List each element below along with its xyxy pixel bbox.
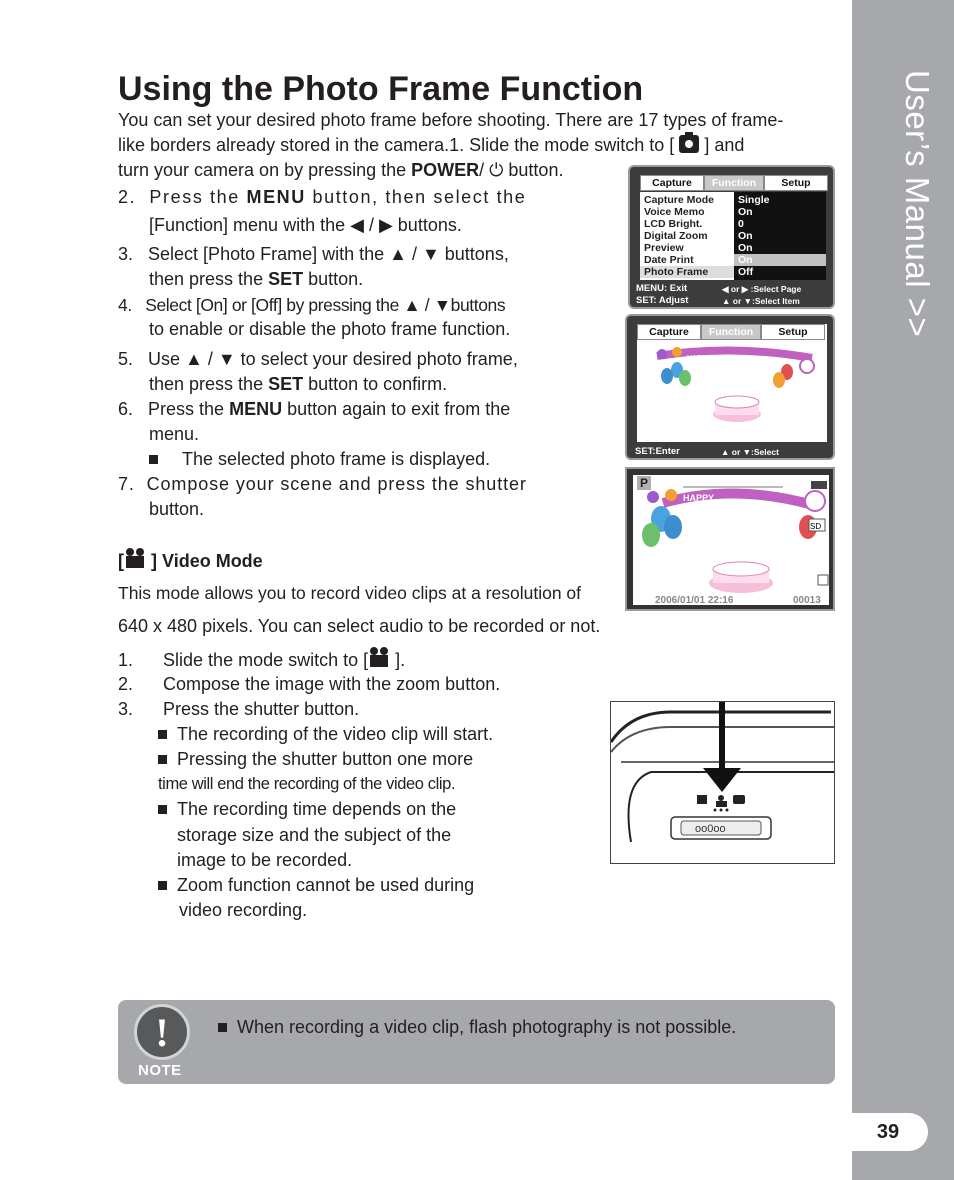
video-para-1: This mode allows you to record video clips at a resolution of xyxy=(118,583,582,603)
menu-item: LCD Bright. xyxy=(644,218,703,230)
lcd-capture-preview xyxy=(625,467,835,611)
step-6-line-2: menu. xyxy=(149,424,200,444)
video-mode-heading: [ ] Video Mode xyxy=(118,548,263,574)
menu-value: 0 xyxy=(738,218,744,230)
menu-values xyxy=(734,192,826,280)
menu-value: Single xyxy=(738,194,770,206)
camera-icon xyxy=(679,135,699,153)
step-7-line-2: button. xyxy=(149,499,205,519)
warning-icon xyxy=(134,1004,190,1060)
menu-items xyxy=(640,192,734,280)
menu-value: On xyxy=(738,242,753,254)
step-5-line-2: then press the SET button to confirm. xyxy=(149,374,448,394)
mode-dial-photo xyxy=(610,701,835,864)
step-7-line-1: 7. Compose your scene and press the shutter xyxy=(118,474,527,494)
video-bullet-3: The recording time depends on the xyxy=(158,797,456,822)
sidebar-title: User’s Manual >> xyxy=(899,70,936,338)
tab-function: Function xyxy=(704,175,764,191)
menu-value: On xyxy=(738,206,753,218)
video-step-2: 2. Compose the image with the zoom button. xyxy=(118,674,501,694)
menu-item-selected: Photo Frame xyxy=(640,266,734,278)
video-bullet-4: Zoom function cannot be used during xyxy=(158,873,474,898)
video-icon xyxy=(368,647,390,669)
mode-indicator: P xyxy=(637,476,651,490)
step-6-bullet: The selected photo frame is displayed. xyxy=(149,447,490,472)
tab-setup: Setup xyxy=(764,175,828,191)
menu-tabs xyxy=(640,175,828,191)
video-bullet-3-line-2: storage size and the subject of the xyxy=(177,825,452,845)
lcd-footer-select: ▲ or ▼:Select xyxy=(721,447,779,457)
step-3-line-2: then press the SET button. xyxy=(149,269,364,289)
page-number: 39 xyxy=(848,1113,928,1151)
note-label: NOTE xyxy=(138,1062,182,1079)
lcd-footer-enter: SET:Enter xyxy=(635,446,680,457)
menu-item: Voice Memo xyxy=(644,206,705,218)
capture-banner-text: HAPPY xyxy=(683,493,715,503)
playback-icon xyxy=(697,795,707,804)
video-bullet-2: Pressing the shutter button one more xyxy=(158,747,473,772)
intro-line-1: You can set your desired photo frame before shooting. There are 17 types of frame- xyxy=(118,110,784,130)
intro-line-2: like borders already stored in the camera.1. Slide the mode switch to [ ] and xyxy=(118,135,745,155)
step-6-line-1: 6. Press the MENU button again to exit from the xyxy=(118,399,511,419)
step-3-line-1: 3. Select [Photo Frame] with the ▲ / ▼ buttons, xyxy=(118,244,509,264)
step-5-line-1: 5. Use ▲ / ▼ to select your desired photo frame, xyxy=(118,349,518,369)
shot-counter: 00013 xyxy=(793,595,821,605)
lcd-frame-preview xyxy=(625,314,835,460)
menu-item: Preview xyxy=(644,242,684,254)
step-4-line-1: 4. Select [On] or [Off] by pressing the ▲ / ▼buttons xyxy=(118,295,506,315)
video-step-1: 1. Slide the mode switch to [ ]. xyxy=(118,647,405,673)
tab-function: Function xyxy=(701,324,761,340)
lcd-function-menu xyxy=(628,165,835,309)
step-4-line-2: to enable or disable the photo frame function. xyxy=(149,319,511,339)
lcd-footer-exit: MENU: Exit xyxy=(636,283,688,294)
menu-value: On xyxy=(738,230,753,242)
video-icon xyxy=(124,548,146,570)
video-para-2: 640 x 480 pixels. You can select audio to be recorded or not. xyxy=(118,616,601,636)
camera-top-illustration xyxy=(611,702,835,864)
svg-text:oo0oo: oo0oo xyxy=(695,823,726,835)
lcd-footer-item: ▲ or ▼:Select Item xyxy=(722,296,800,306)
video-step-3: 3. Press the shutter button. xyxy=(118,699,360,719)
video-bullet-4-line-2: video recording. xyxy=(179,900,308,920)
menu-value-selected: Off xyxy=(738,266,754,278)
lcd-footer-adjust: SET: Adjust xyxy=(636,295,689,306)
menu-value: On xyxy=(734,254,826,266)
birthday-frame-image xyxy=(637,342,827,442)
note-box xyxy=(118,1000,835,1084)
camera-icon xyxy=(733,795,745,804)
menu-item: Date Print xyxy=(644,254,694,266)
menu-item: Capture Mode xyxy=(644,194,715,206)
date-stamp: 2006/01/01 22:16 xyxy=(655,595,734,605)
video-bullet-2-cont: time will end the recording of the video clip. xyxy=(158,775,456,793)
capture-preview-image xyxy=(633,475,829,605)
step-2-line-2: [Function] menu with the ◀ / ▶ buttons. xyxy=(149,215,462,235)
lcd-footer-page: ◀ or ▶ :Select Page xyxy=(722,284,802,294)
menu-item: Digital Zoom xyxy=(644,230,708,242)
note-text: When recording a video clip, flash photography is not possible. xyxy=(218,1015,736,1040)
step-2-line-1: 2. Press the MENU button, then select the xyxy=(118,187,527,207)
tab-capture: Capture xyxy=(637,324,701,340)
tab-setup: Setup xyxy=(761,324,825,340)
video-bullet-3-line-3: image to be recorded. xyxy=(177,850,353,870)
intro-line-3: turn your camera on by pressing the POWER/ ⏻ button. xyxy=(118,160,564,180)
tab-capture: Capture xyxy=(640,175,704,191)
page-title: Using the Photo Frame Function xyxy=(118,70,644,108)
frame-banner-text: HAPPY BIRTHDAY xyxy=(687,355,749,362)
video-icon xyxy=(718,795,724,801)
video-bullet-1: The recording of the video clip will start. xyxy=(158,722,493,747)
menu-tabs xyxy=(637,324,825,340)
sd-card-icon: SD xyxy=(810,522,822,531)
